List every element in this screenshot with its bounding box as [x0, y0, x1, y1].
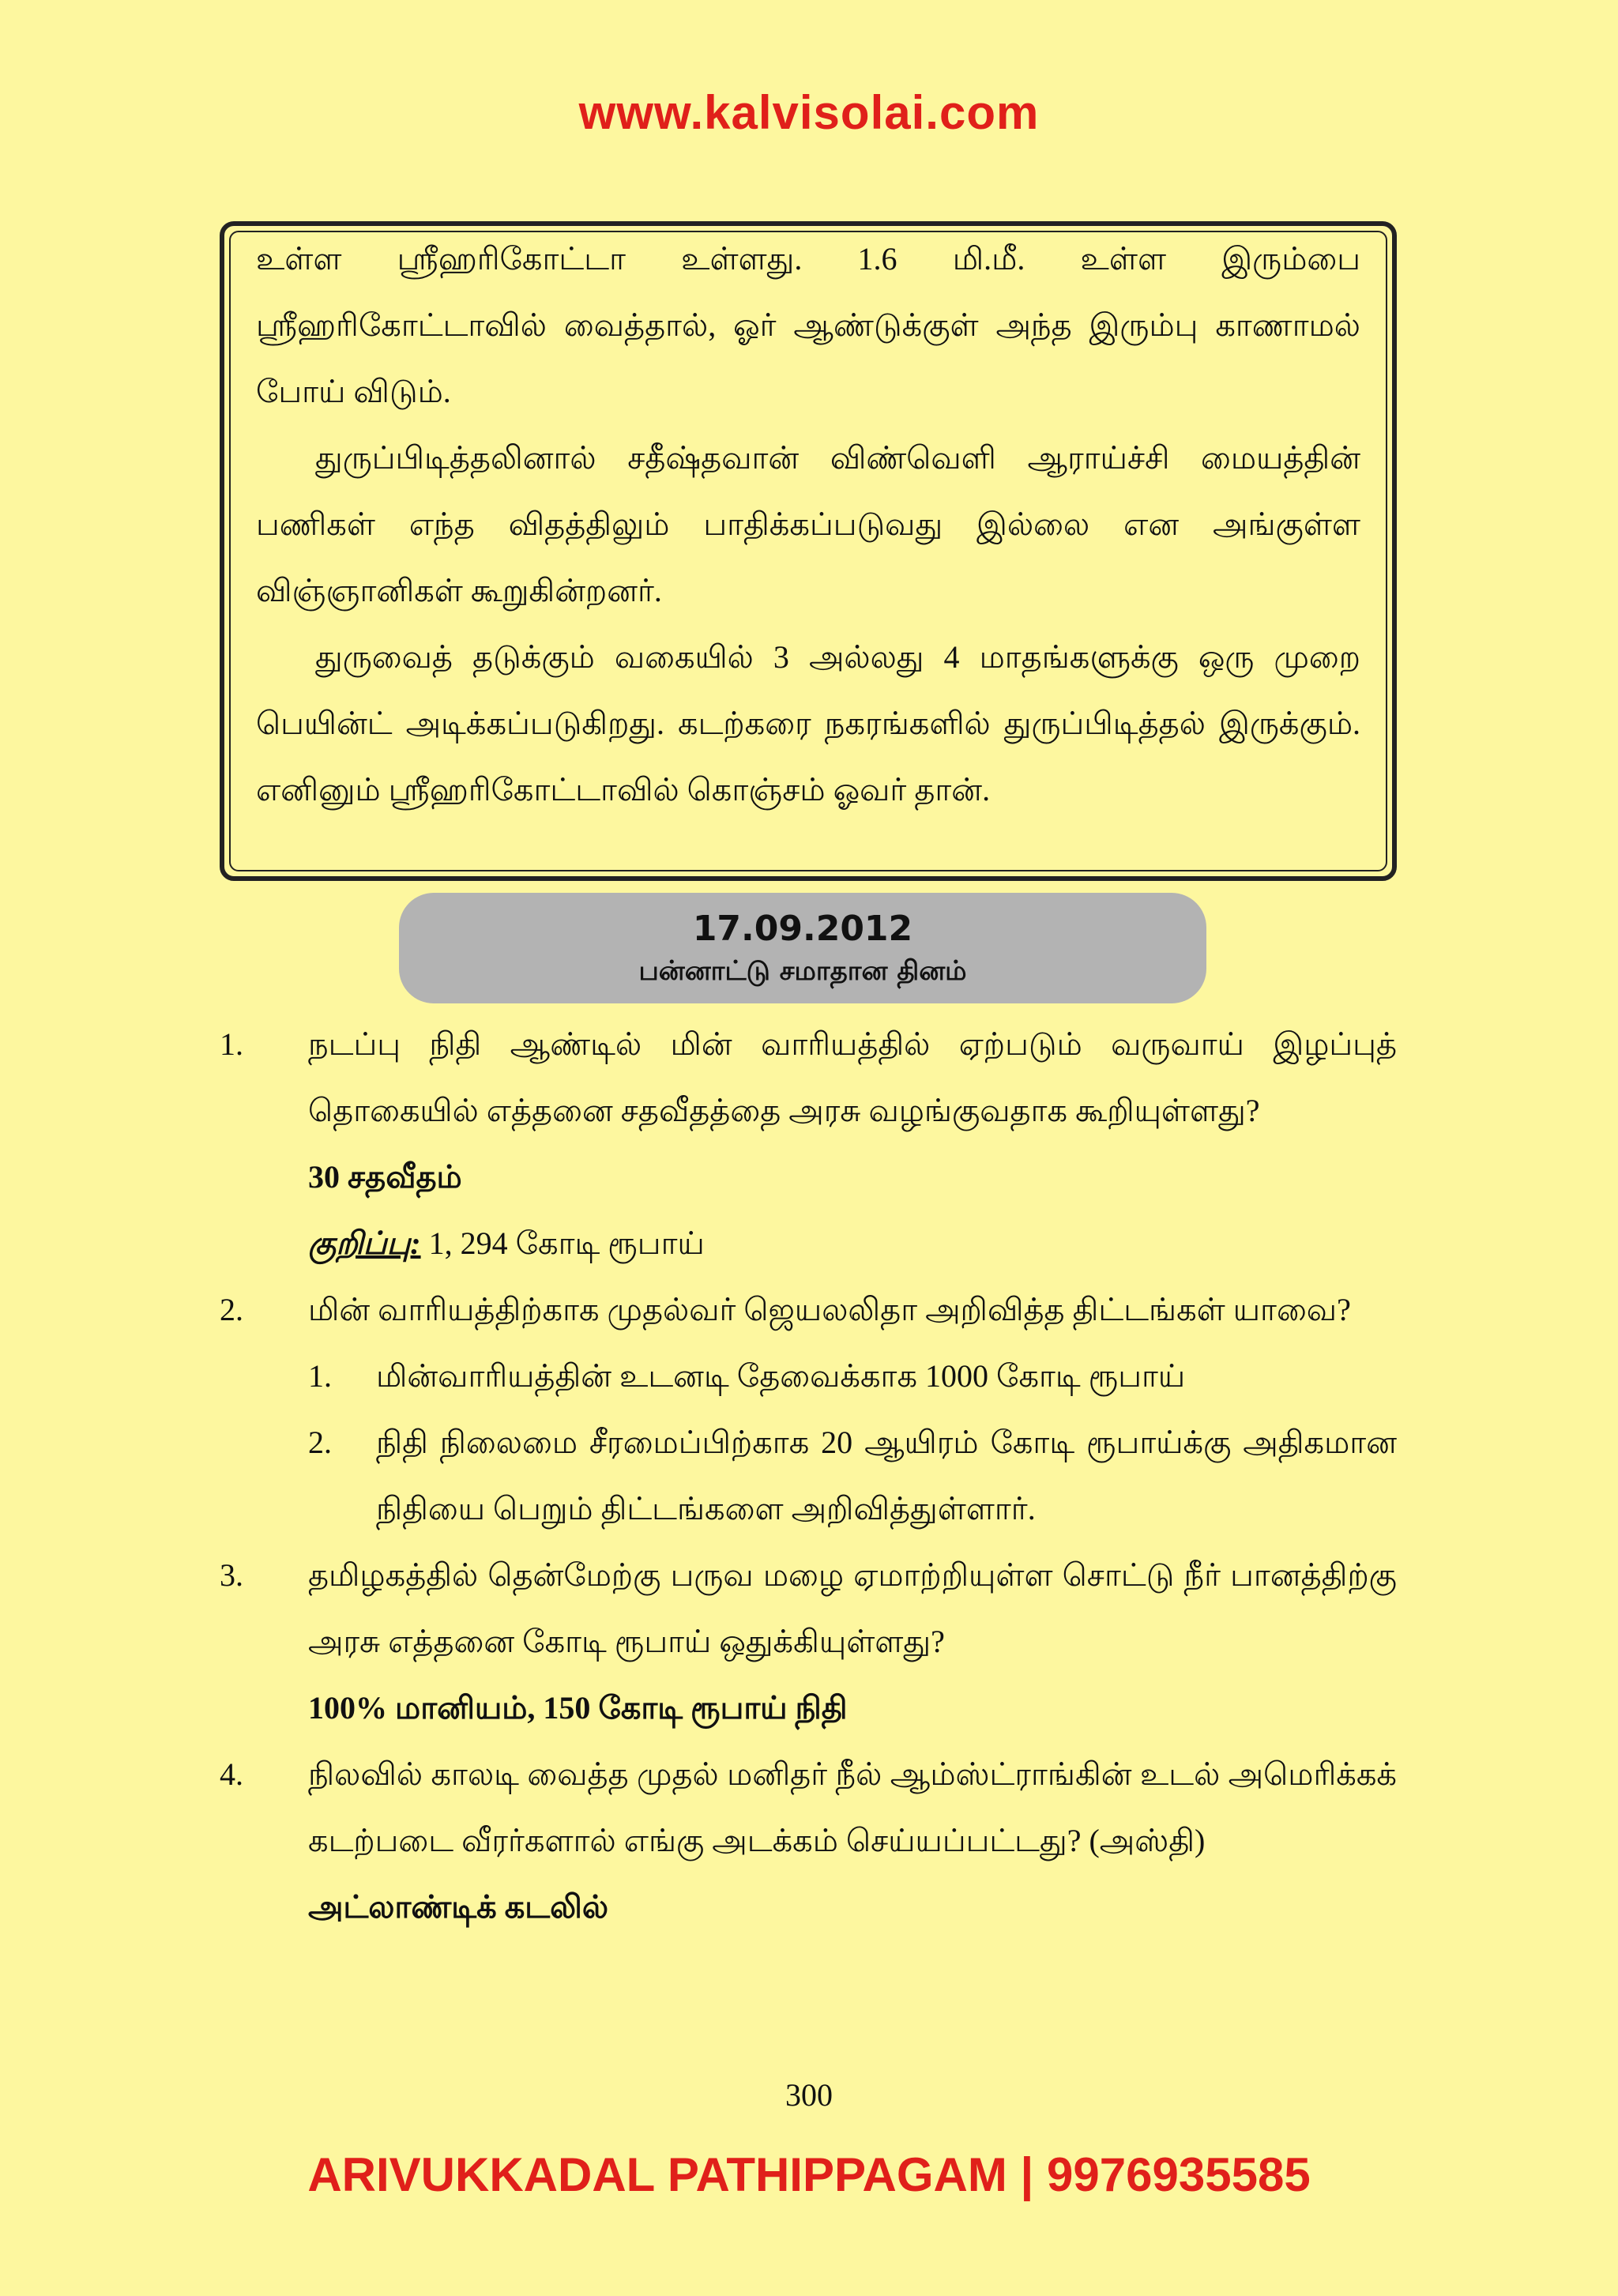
box-paragraph-2: துருப்பிடித்தலினால் சதீஷ்தவான் விண்வெளி ஆராய்ச்சி மையத்தின் பணிகள் எந்த விதத்திலும் பாதிக்கப்படுவது இல்லை என அங்குள்ள விஞ்ஞானிகள் கூறுகின்றனர்.	[256, 440, 1360, 608]
answer-text: அட்லாண்டிக் கடலில்	[308, 1889, 609, 1925]
question-item	[220, 1277, 1397, 1542]
note	[308, 1210, 1397, 1277]
question-text: நிலவில் காலடி வைத்த முதல் மனிதர் நீல் ஆம்ஸ்ட்ராங்கின் உடல் அமெரிக்கக் கடற்படை வீரர்களால் எங்கு அடக்கம் செய்யப்பட்டது? (அஸ்தி)	[308, 1756, 1397, 1858]
answer-text: 100% மானியம், 150 கோடி ரூபாய் நிதி	[308, 1690, 848, 1726]
question-number: 3.	[220, 1557, 243, 1593]
question-text: தமிழகத்தில் தென்மேற்கு பருவ மழை ஏமாற்றியுள்ள சொட்டு நீர் பானத்திற்கு அரசு எத்தனை கோடி ரூபாய் ஒதுக்கியுள்ளது?	[308, 1557, 1397, 1659]
sub-item-text: நிதி நிலைமை சீரமைப்பிற்காக 20 ஆயிரம் கோடி ரூபாய்க்கு அதிகமான நிதியை பெறும் திட்டங்களை அறிவித்துள்ளார்.	[376, 1425, 1397, 1526]
question-text: நடப்பு நிதி ஆண்டில் மின் வாரியத்தில் ஏற்படும் வருவாய் இழப்புத் தொகையில் எத்தனை சதவீதத்தை அரசு வழங்குவதாக கூறியுள்ளது?	[308, 1026, 1397, 1128]
question-number: 4.	[220, 1756, 243, 1792]
note-label: குறிப்பு:	[308, 1225, 421, 1261]
site-url[interactable]: www.kalvisolai.com	[578, 86, 1040, 139]
date-banner	[399, 893, 1206, 1003]
note-text: 1, 294 கோடி ரூபாய்	[420, 1225, 705, 1261]
sub-item	[308, 1343, 1397, 1410]
question-item	[220, 1011, 1397, 1277]
question-text: மின் வாரியத்திற்காக முதல்வர் ஜெயலலிதா அறிவித்த திட்டங்கள் யாவை?	[308, 1292, 1351, 1327]
publisher-footer: ARIVUKKADAL PATHIPPAGAM | 9976935585	[307, 2148, 1311, 2201]
question-number: 1.	[220, 1026, 243, 1062]
question-list	[220, 1011, 1397, 1940]
answer-text: 30 சதவீதம்	[308, 1159, 462, 1195]
sub-item-number: 2.	[308, 1425, 332, 1460]
info-box	[220, 221, 1397, 881]
question-item	[220, 1542, 1397, 1741]
page-number: 300	[785, 2077, 833, 2113]
question-number: 2.	[220, 1292, 243, 1327]
sub-item	[308, 1410, 1397, 1542]
question-item	[220, 1741, 1397, 1940]
sub-item-text: மின்வாரியத்தின் உடனடி தேவைக்காக 1000 கோடி ரூபாய்	[376, 1358, 1186, 1394]
banner-date: 17.09.2012	[692, 909, 913, 949]
box-paragraph-1: உள்ள ஸ்ரீஹரிகோட்டா உள்ளது. 1.6 மி.மீ. உள்ள இரும்பை ஸ்ரீஹரிகோட்டாவில் வைத்தால், ஓர் ஆண்டுக்குள் அந்த இரும்பு காணாமல் போய் விடும்.	[256, 241, 1360, 409]
sub-item-number: 1.	[308, 1358, 332, 1394]
box-paragraph-3: துருவைத் தடுக்கும் வகையில் 3 அல்லது 4 மாதங்களுக்கு ஒரு முறை பெயின்ட் அடிக்கப்படுகிறது. கடற்கரை நகரங்களில் துருப்பிடித்தல் இருக்கும். எனினும் ஸ்ரீஹரிகோட்டாவில் கொஞ்சம் ஓவர் தான்.	[256, 639, 1360, 807]
banner-title: பன்னாட்டு சமாதான தினம்	[638, 955, 967, 987]
